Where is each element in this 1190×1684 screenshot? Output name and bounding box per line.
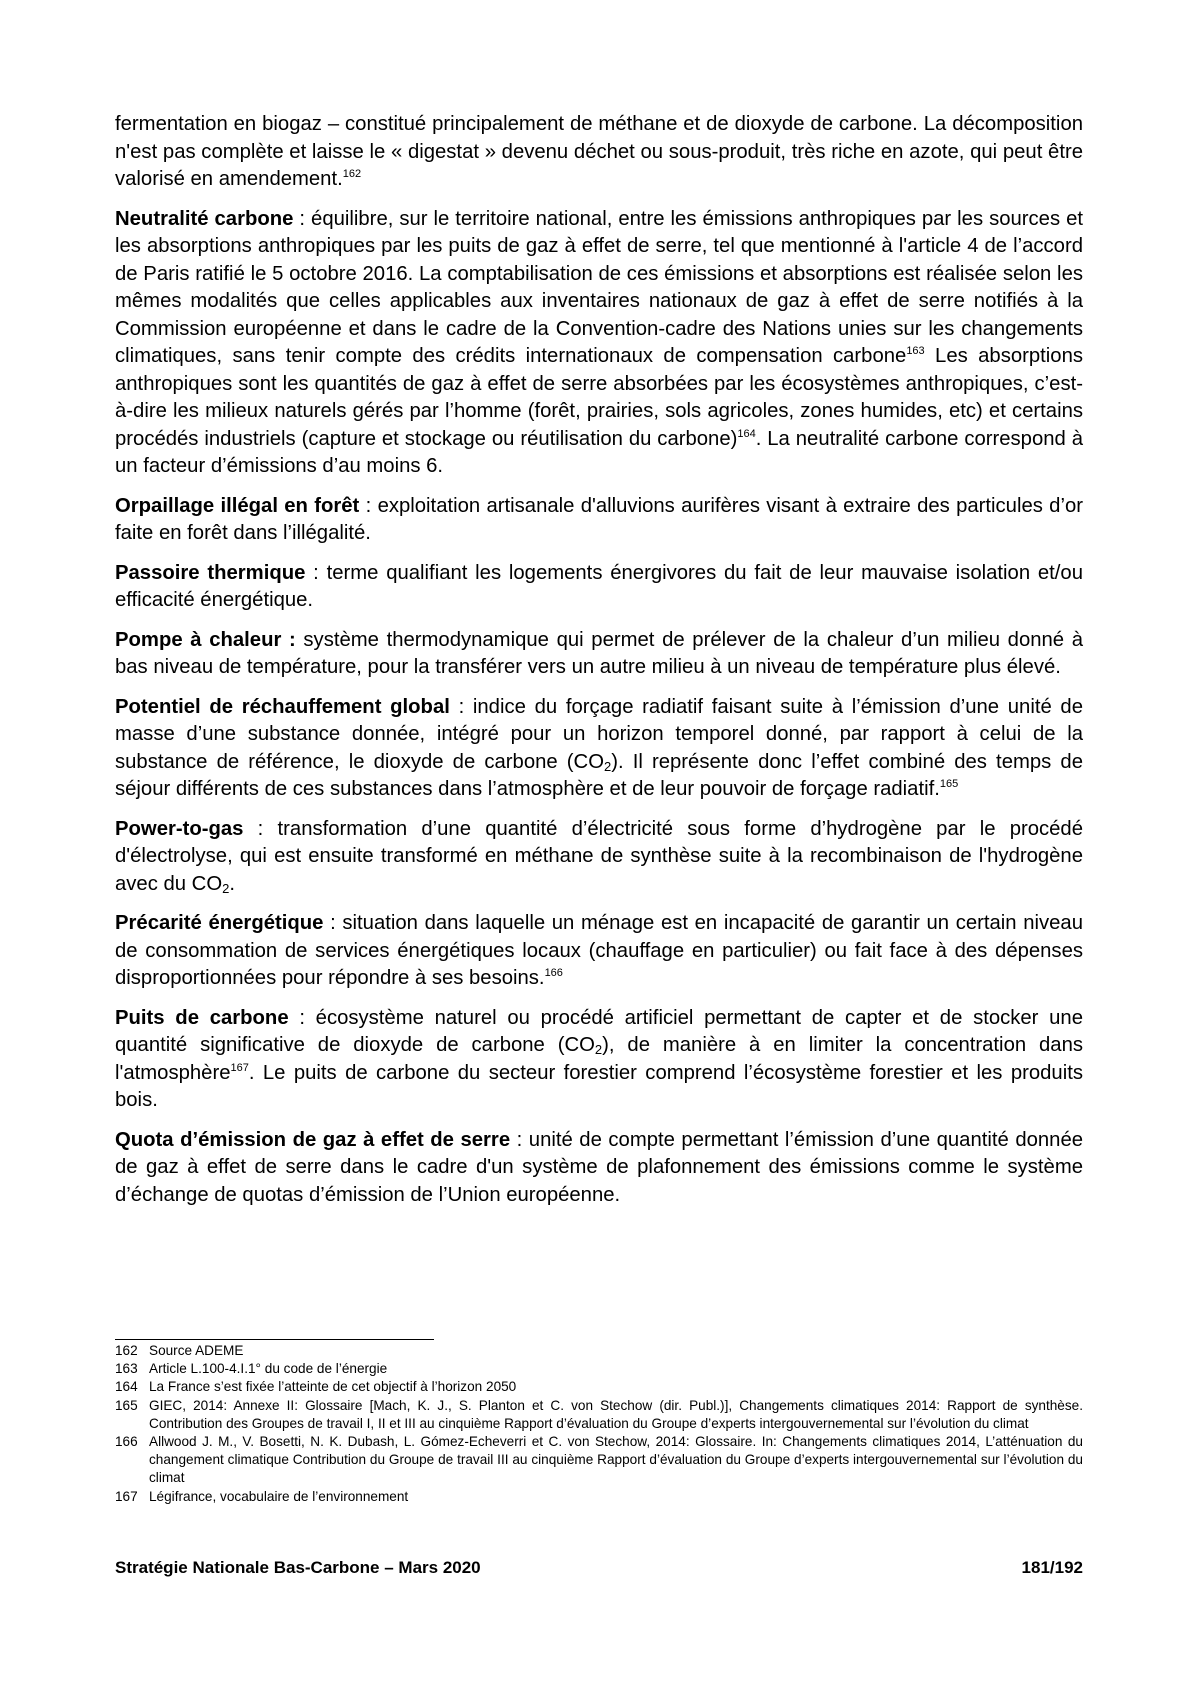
footnote-item	[115, 1433, 1083, 1488]
definition-text: : unité de compte permettant l’émission d’une quantité donnée de gaz à effet de serre dans le cadre d'un système de plafonnement des émissions comme le système d’échange de quotas d’émission de l’Union européenne.	[115, 1128, 1084, 1206]
footnote-ref-164[interactable]: 164	[737, 427, 756, 440]
page-footer	[115, 1558, 1083, 1578]
footnote-text: La France s’est fixée l’atteinte de cet objectif à l’horizon 2050	[149, 1379, 517, 1395]
intro-text: fermentation en biogaz – constitué principalement de méthane et de dioxyde de carbone. La décomposition n'est pas complète et laisse le « digestat » devenu déchet ou sous-produit, très riche en azote, qui peut être valorisé en amendement.	[115, 113, 1083, 190]
footnote-number: 162	[115, 1343, 138, 1358]
footnote-ref-163[interactable]: 163	[906, 345, 925, 357]
footnote-text: Allwood J. M., V. Bosetti, N. K. Dubash, L. Gómez-Echeverri et C. von Stechow, 2014: Glossaire. In: Changements climatiques 2014, L’atténuation du changement climatique Contribution du Groupe de travail III au cinquième Rapport d’évaluation du Groupe d’experts intergouvernemental sur l’évolution du climat	[149, 1434, 1083, 1486]
definition-text: : terme qualifiant les logements énergivores du fait de leur mauvaise isolation et/ou efficacité énergétique.	[115, 561, 1083, 611]
subscript: 2	[222, 880, 230, 896]
term-orpaillage: Orpaillage illégal en forêt	[115, 494, 360, 517]
subscript: 2	[594, 1042, 603, 1057]
subscript: 2	[603, 758, 612, 774]
definition-text: : indice du forçage radiatif faisant suite à l’émission d’une unité de masse d’une substance donnée, intégré pour un horizon temporel donné, par rapport à celui de la substance de référence, le dioxyde de carbone (CO	[115, 695, 1083, 773]
definition-text: : équilibre, sur le territoire national, entre les émissions anthropiques par les sources et les absorptions anthropiques par les puits de gaz à effet de serre, tel que mentionné à l'article 4 de l’accord de Paris ratifié le 5 octobre 2016. La comptabilisation de ces émissions et absorptions est réalisée selon les mêmes modalités que celles applicables aux inventaires nationaux de gaz à effet de serre notifiés à la Commission européenne et dans le cadre de la Convention-cadre des Nations unies sur les changements climatiques, sans tenir compte des crédits internationaux de compensation carbone	[115, 207, 1083, 367]
entry-orpaillage	[115, 493, 1083, 548]
footnotes	[115, 1342, 1083, 1506]
definition-text: ). Il représente donc l’effet combiné des temps de séjour différents de ces substances dans l’atmosphère et de leur pouvoir de forçage radiatif.	[115, 750, 1083, 800]
term-passoire-thermique: Passoire thermique	[115, 561, 306, 584]
term-precarite-energetique: Précarité énergétique	[115, 912, 324, 934]
footnote-item	[115, 1488, 1083, 1506]
footnote-ref-162[interactable]: 162	[342, 168, 362, 180]
footnote-item	[115, 1397, 1083, 1433]
entry-passoire-thermique	[115, 560, 1083, 615]
footnote-text: Source ADEME	[149, 1343, 244, 1358]
footnote-ref-167[interactable]: 167	[230, 1061, 249, 1074]
footnote-item	[115, 1360, 1083, 1378]
footnote-text: Article L.100-4.I.1° du code de l’énergie	[149, 1361, 388, 1377]
definition-text: : situation dans laquelle un ménage est en incapacité de garantir un certain niveau de consommation de services énergétiques locaux (chauffage en particulier) ou fait face à des dépenses disproportionnées pour répondre à ses besoins.	[115, 912, 1083, 989]
intro-paragraph	[115, 111, 1083, 194]
definition-text: système thermodynamique qui permet de prélever de la chaleur d’un milieu donné à bas niveau de température, pour la transférer vers un autre milieu à un niveau de température plus élevé.	[115, 628, 1083, 678]
footnote-number: 166	[115, 1434, 138, 1450]
definition-text: : écosystème naturel ou procédé artificiel permettant de capter et de stocker une quantité significative de dioxyde de carbone (CO	[115, 1006, 1083, 1056]
entry-neutralite-carbone	[115, 206, 1083, 481]
entry-puits-de-carbone	[115, 1005, 1083, 1115]
definition-text: . La neutralité carbone correspond à un facteur d’émissions d’au moins 6.	[115, 427, 1083, 477]
term-potentiel-rechauffement: Potentiel de réchauffement global	[115, 695, 450, 718]
definition-text: : exploitation artisanale d'alluvions aurifères visant à extraire des particules d’or faite en forêt dans l’illégalité.	[115, 494, 1083, 544]
definition-text: . Le puits de carbone du secteur forestier comprend l’écosystème forestier et les produits bois.	[115, 1061, 1083, 1111]
document-title: Stratégie Nationale Bas-Carbone – Mars 2020	[115, 1558, 481, 1577]
definition-text: Les absorptions anthropiques sont les quantités de gaz à effet de serre absorbées par les écosystèmes anthropiques, c’est-à-dire les milieux naturels gérés par l’homme (forêt, prairies, sols agricoles, zones humides, etc) et certains procédés industriels (capture et stockage ou réutilisation du carbone)	[115, 345, 1083, 450]
footnote-number: 165	[115, 1397, 138, 1413]
footnote-number: 163	[115, 1361, 138, 1377]
footnote-ref-165[interactable]: 165	[939, 778, 959, 790]
entry-pompe-a-chaleur	[115, 627, 1083, 682]
entry-power-to-gas	[115, 816, 1083, 899]
footnote-separator	[115, 1339, 434, 1340]
footnote-ref-166[interactable]: 166	[544, 967, 563, 979]
definition-text: : transformation d’une quantité d’électricité sous forme d’hydrogène par le procédé d'électrolyse, qui est ensuite transformé en méthane de synthèse suite à la recombinaison de l'hydrogène avec du CO	[115, 817, 1083, 895]
footnote-number: 164	[115, 1379, 138, 1395]
term-quota-emission: Quota d’émission de gaz à effet de serre	[115, 1128, 511, 1151]
entry-potentiel-rechauffement	[115, 694, 1083, 804]
term-neutralite-carbone: Neutralité carbone	[115, 207, 294, 230]
page-number: 181/192	[1021, 1558, 1083, 1577]
glossary-content	[115, 111, 1083, 1221]
footnote-item	[115, 1378, 1083, 1396]
term-power-to-gas: Power-to-gas	[115, 817, 244, 840]
footnote-number: 167	[115, 1488, 138, 1504]
term-puits-de-carbone: Puits de carbone	[115, 1006, 289, 1029]
definition-text: .	[229, 872, 235, 895]
footnote-text: Légifrance, vocabulaire de l’environnement	[149, 1488, 409, 1504]
footnote-text: GIEC, 2014: Annexe II: Glossaire [Mach, K. J., S. Planton et C. von Stechow (dir. Publ.)], Changements climatiques 2014: Rapport de synthèse. Contribution des Groupes de travail I, II et III au cinquième Rapport d’évaluation du Groupe d’experts intergouvernemental sur l’évolution du climat	[149, 1397, 1083, 1431]
term-pompe-a-chaleur: Pompe à chaleur :	[115, 628, 296, 651]
footnote-item	[115, 1342, 1083, 1360]
definition-text: ), de manière à en limiter la concentration dans l'atmosphère	[115, 1034, 1084, 1084]
entry-quota-emission	[115, 1127, 1083, 1210]
entry-precarite-energetique	[115, 910, 1083, 993]
